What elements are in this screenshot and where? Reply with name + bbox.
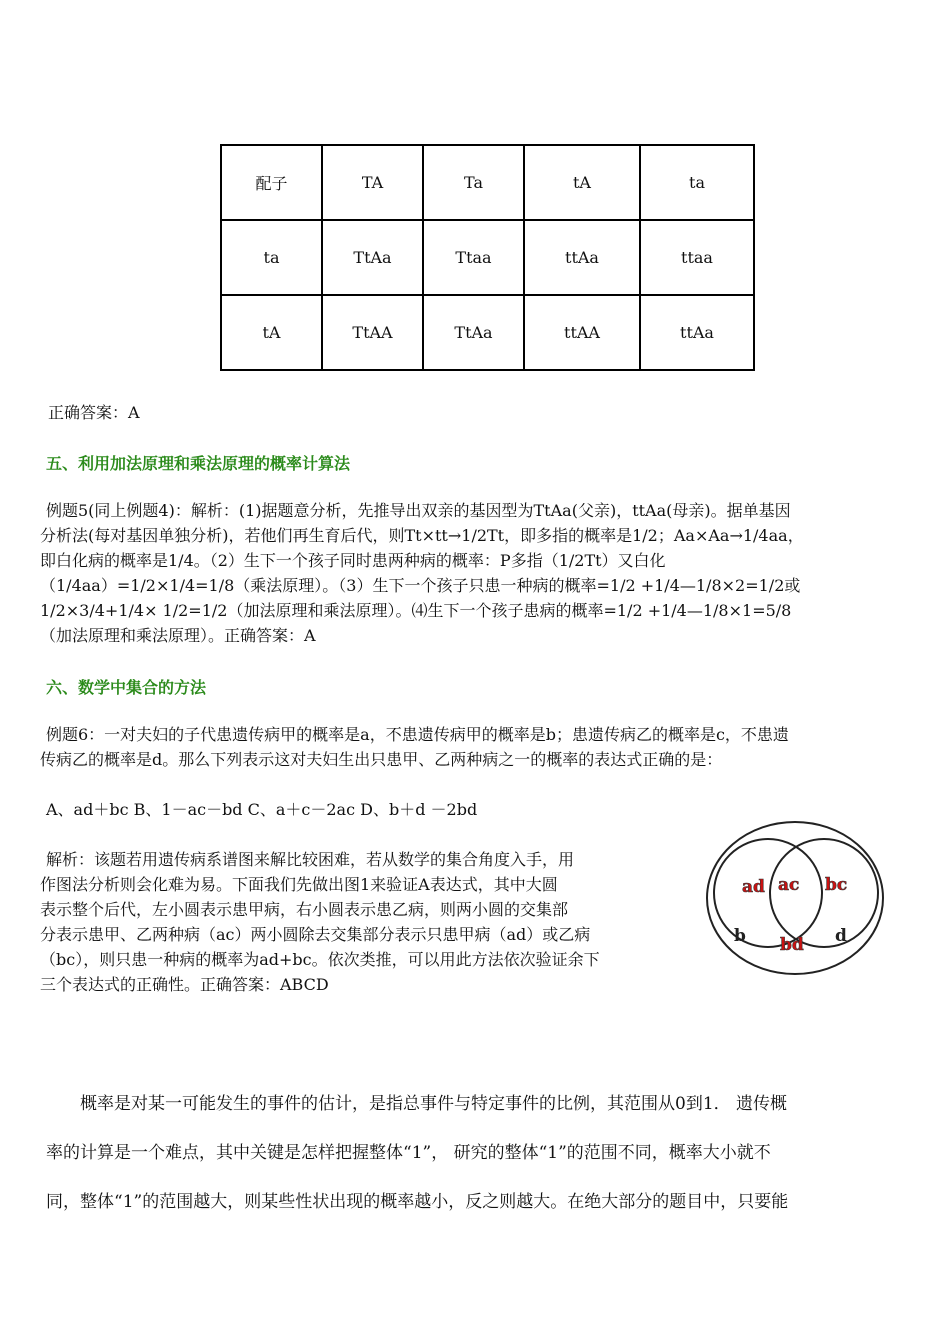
text-line: （1/4aa）=1/2×1/4=1/8（乘法原理）。（3）生下一个孩子只患一种病的概率=1/2 +1/4—1/8×2=1/2或 [40, 576, 801, 595]
table-cell: ttAA [524, 295, 640, 370]
table-cell: Ttaa [423, 220, 524, 295]
text-line: 率的计算是一个难点，其中关键是怎样把握整体“1”， 研究的整体“1”的范围不同，概率大小就不 [46, 1143, 771, 1163]
text-line: 表示整个后代，左小圆表示患甲病，右小圆表示患乙病，则两小圆的交集部 [40, 900, 569, 919]
closing-paragraph [46, 1080, 936, 1227]
table-cell: ttaa [640, 220, 754, 295]
table-row [221, 220, 754, 295]
table-cell: ta [640, 145, 754, 220]
text-line: 分析法(每对基因单独分析)，若他们再生育后代，则Tt×tt→1/2Tt，即多指的概率是1/2；Aa×Aa→1/4aa， [40, 526, 804, 545]
text-line: 1/2×3/4+1/4× 1/2=1/2（加法原理和乘法原理）。⑷生下一个孩子患病的概率=1/2 +1/4—1/8×1=5/8 [40, 601, 792, 620]
options-line: A、ad＋bc B、1－ac－bd C、a＋c－2ac D、b＋d －2bd [46, 800, 478, 819]
example-6 [40, 722, 936, 772]
left-circle [714, 839, 822, 947]
table-cell: TtAa [423, 295, 524, 370]
text-line: 传病乙的概率是d。那么下列表示这对夫妇生出只患甲、乙两种病之一的概率的表达式正确的是： [40, 750, 723, 769]
label-bd: bd [780, 935, 804, 955]
table-cell: TA [322, 145, 423, 220]
label-ad: ad [742, 877, 765, 897]
label-d: d [835, 926, 847, 946]
text-line: 三个表达式的正确性。正确答案：ABCD [40, 975, 329, 994]
section5-body [40, 498, 936, 648]
label-bc: bc [825, 875, 848, 895]
text-line: 概率是对某一可能发生的事件的估计，是指总事件与特定事件的比例，其范围从0到1． 遗传概 [80, 1094, 788, 1114]
text-line: 例题5(同上例题4)：解析：(1)据题意分析，先推导出双亲的基因型为TtAa(父亲)，ttAa(母亲)。据单基因 [46, 501, 791, 520]
text-line: 即白化病的概率是1/4。（2）生下一个孩子同时患两种病的概率：P多指（1/2Tt）又白化 [40, 551, 666, 570]
label-ac: ac [778, 875, 800, 895]
table-cell: TtAa [322, 220, 423, 295]
text-line: 作图法分析则会化难为易。下面我们先做出图1来验证A表达式，其中大圆 [40, 875, 558, 894]
table-cell: TtAA [322, 295, 423, 370]
table-header-row [221, 145, 754, 220]
label-b: b [734, 926, 746, 946]
gamete-table [220, 144, 755, 371]
text-line: 解析：该题若用遗传病系谱图来解比较困难，若从数学的集合角度入手，用 [46, 850, 575, 869]
answer-text: 正确答案：A [48, 403, 140, 422]
text-line: 例题6：一对夫妇的子代患遗传病甲的概率是a，不患遗传病甲的概率是b；患遗传病乙的概率是c，不患遗 [46, 725, 789, 744]
table-cell: Ta [423, 145, 524, 220]
table-cell: tA [221, 295, 322, 370]
analysis-text [40, 847, 686, 997]
text-line: 分表示患甲、乙两种病（ac）两小圆除去交集部分表示只患甲病（ad）或乙病 [40, 925, 591, 944]
table-cell: 配子 [221, 145, 322, 220]
text-line: 同，整体“1”的范围越大，则某些性状出现的概率越小，反之则越大。在绝大部分的题目中，只要能 [46, 1192, 789, 1212]
table-row [221, 295, 754, 370]
venn-diagram [700, 818, 890, 978]
table-cell: ttAa [524, 220, 640, 295]
text-line: （加法原理和乘法原理）。正确答案：A [40, 626, 316, 645]
section-heading: 五、利用加法原理和乘法原理的概率计算法 [46, 454, 351, 473]
table-cell: ta [221, 220, 322, 295]
table-cell: ttAa [640, 295, 754, 370]
section-heading: 六、数学中集合的方法 [46, 678, 207, 697]
table-cell: tA [524, 145, 640, 220]
text-line: （bc），则只患一种病的概率为ad+bc。依次类推，可以用此方法依次验证余下 [40, 950, 600, 969]
